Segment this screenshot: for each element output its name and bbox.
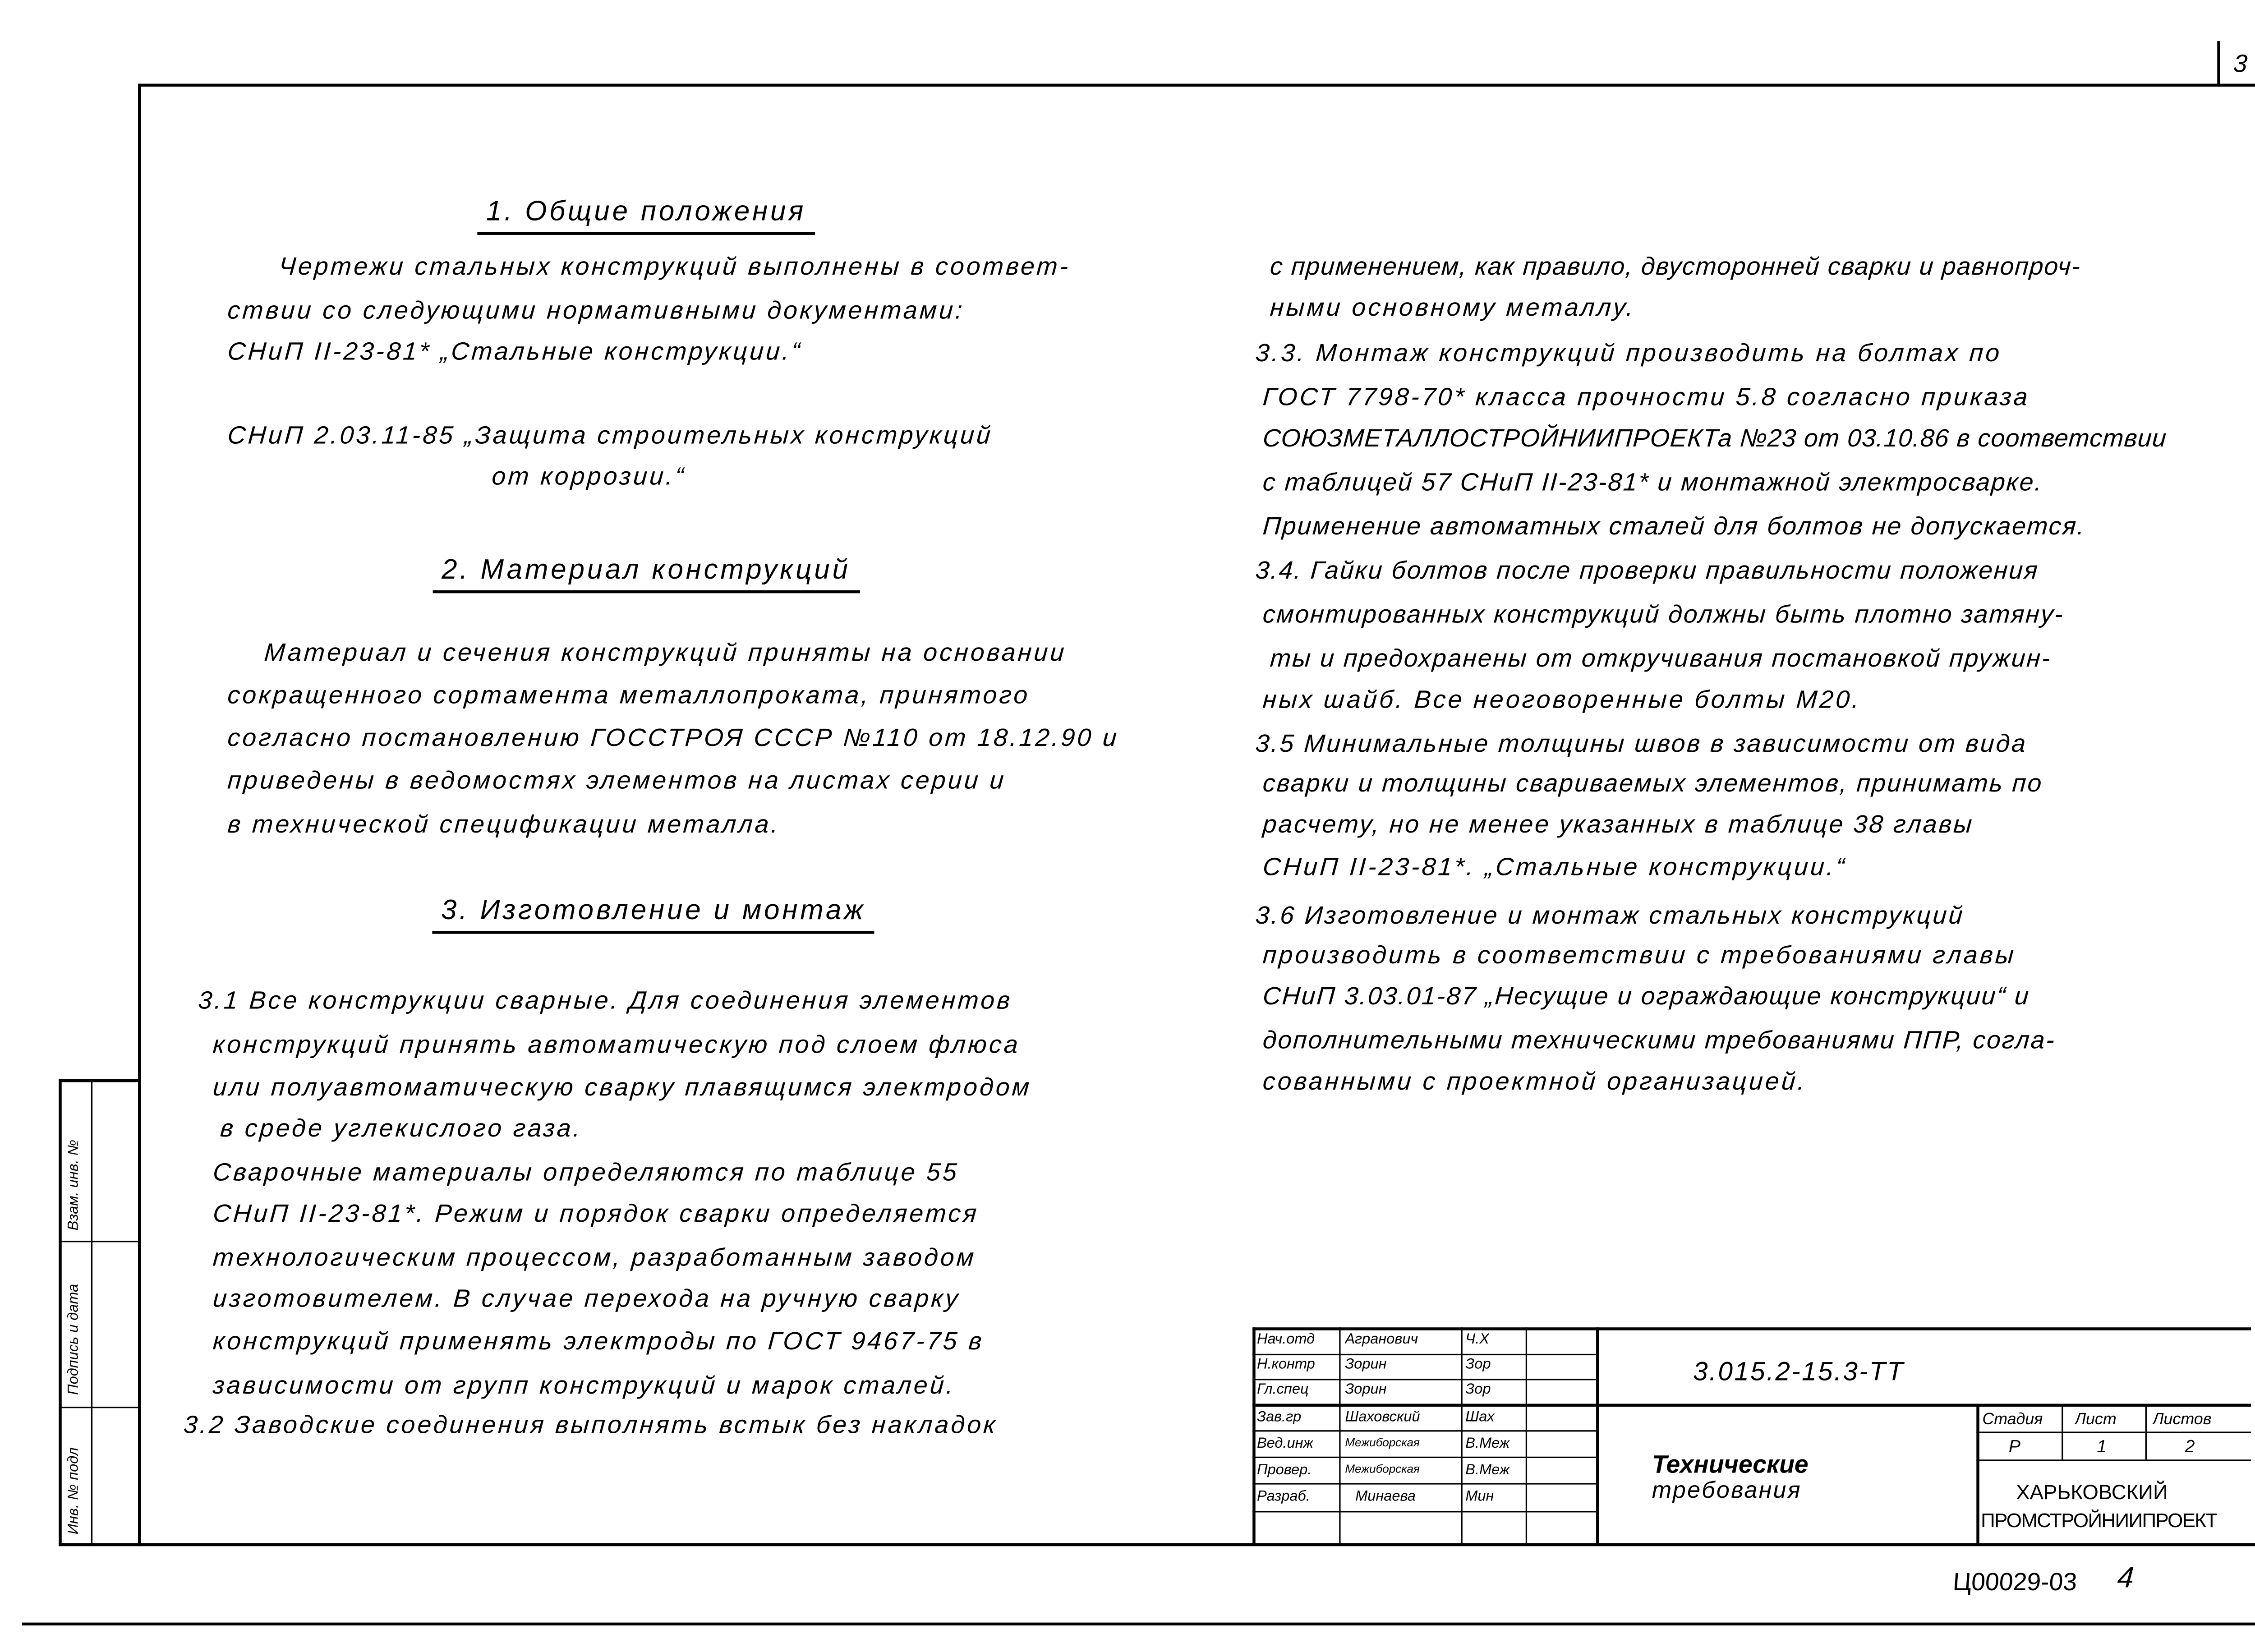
- stamp-border-mid: [91, 1079, 92, 1546]
- text-line: Чертежи стальных конструкций выполнены в соответ-: [278, 252, 1072, 281]
- text-line: согласно постановлению ГОССТРОЯ СССР №110 от 18.12.90 и: [226, 724, 1120, 752]
- signer-name: Агранович: [1345, 1332, 1418, 1348]
- tb-col: [2145, 1404, 2147, 1460]
- text-line: ствии со следующими нормативными документами:: [226, 296, 966, 325]
- text-line: расчету, но не менее указанных в таблице 38 главы: [1261, 810, 1975, 839]
- sheets-value: 2: [2185, 1436, 2195, 1457]
- text-line: конструкций принять автоматическую под слоем флюса: [212, 1031, 1022, 1059]
- text-line: СНиП II-23-81* „Стальные конструкции.“: [226, 337, 803, 366]
- organization-line-1: ХАРЬКОВСКИЙ: [2016, 1480, 2168, 1504]
- signer-role: Гл.спец: [1256, 1381, 1309, 1398]
- text-line: ты и предохранены от откручивания постановкой пружин-: [1269, 644, 2053, 673]
- stage-label: Стадия: [1982, 1411, 2043, 1429]
- tb-row: [1252, 1379, 1597, 1380]
- stamp-inv-podl: Инв. № подл: [66, 1447, 83, 1535]
- sheets-label: Листов: [2153, 1411, 2212, 1429]
- signer-role: Зав.гр: [1256, 1409, 1302, 1426]
- text-line: в среде углекислого газа.: [219, 1114, 584, 1143]
- text-line: изготовителем. В случае перехода на ручную сварку: [212, 1284, 962, 1313]
- text-line: приведены в ведомостях элементов на листах серии и: [226, 766, 1007, 795]
- document-title-1: Технические: [1652, 1450, 1809, 1479]
- text-line: сованными с проектной организацией.: [1261, 1067, 1808, 1095]
- text-line: СНиП II-23-81*. „Стальные конструкции.“: [1261, 853, 1848, 881]
- text-line: 3.3. Монтаж конструкций производить на болтах по: [1254, 339, 2003, 367]
- text-line: производить в соответствии с требованиями главы: [1261, 941, 2017, 969]
- tb-row: [1252, 1483, 1597, 1484]
- signer-name: Межиборская: [1345, 1462, 1420, 1476]
- signer-name: Зорин: [1345, 1357, 1387, 1373]
- text-line: СОЮЗМЕТАЛЛОСТРОЙНИИПРОЕКТа №23 от 03.10.86 в соответствии: [1261, 424, 2168, 452]
- page-number: 3: [2232, 50, 2251, 78]
- tb-row: [1252, 1511, 1597, 1512]
- signer-role: Нач.отд: [1256, 1332, 1315, 1348]
- signer-sign: В.Меж: [1465, 1436, 1510, 1452]
- text-line: или полуавтоматическую сварку плавящимся электродом: [212, 1073, 1033, 1101]
- tb-row: [1976, 1459, 2251, 1461]
- tb-row: [1252, 1354, 1597, 1355]
- text-line: в технической спецификации металла.: [226, 810, 782, 839]
- tb-row: [1252, 1430, 1597, 1431]
- stamp-signature-date: Подпись и дата: [66, 1284, 83, 1395]
- text-line: смонтированных конструкций должны быть плотно затяну-: [1261, 600, 2066, 629]
- text-line: 3.1 Все конструкции сварные. Для соединения элементов: [197, 986, 1013, 1015]
- text-line: с таблицей 57 СНиП II-23-81* и монтажной электросварке.: [1261, 468, 2044, 497]
- signer-role: Разраб.: [1256, 1489, 1310, 1505]
- stamp-divider-2: [59, 1407, 139, 1408]
- drawing-code: 3.015.2-15.3-ТТ: [1693, 1357, 1905, 1386]
- text-line: зависимости от групп конструкций и марок сталей.: [212, 1371, 957, 1399]
- stamp-vzam-inv: Взам. инв. №: [66, 1139, 83, 1231]
- text-line: технологическим процессом, разработанным заводом: [212, 1243, 977, 1272]
- signer-role: Провер.: [1256, 1462, 1312, 1479]
- tb-row: [1252, 1457, 1597, 1458]
- document-title-2: требования: [1652, 1478, 1802, 1504]
- text-line: Сварочные материалы определяются по таблице 55: [212, 1158, 960, 1187]
- text-line: ГОСТ 7798-70* класса прочности 5.8 согласно приказа: [1261, 383, 2031, 411]
- tb-row: [1976, 1431, 2251, 1433]
- text-line: 3.5 Минимальные толщины швов в зависимости от вида: [1254, 730, 2029, 758]
- sheet-value: 1: [2097, 1436, 2107, 1457]
- tb-col: [2062, 1404, 2063, 1460]
- signer-sign: Мин: [1465, 1489, 1494, 1505]
- text-line: ных шайб. Все неоговоренные болты М20.: [1261, 686, 1863, 714]
- archive-sheet: 4: [2116, 1562, 2137, 1595]
- stage-value: Р: [2008, 1436, 2021, 1457]
- title-block: [1252, 1327, 2251, 1545]
- text-line: конструкций применять электроды по ГОСТ 9467-75 в: [212, 1327, 985, 1356]
- tb-vert-right: [1976, 1404, 1979, 1545]
- text-line: от коррозии.“: [491, 462, 687, 491]
- text-line: 3.2 Заводские соединения выполнять встык без накладок: [182, 1411, 999, 1439]
- tb-top: [1252, 1327, 2251, 1330]
- signer-sign: Ч.Х: [1465, 1332, 1489, 1348]
- text-line: Применение автоматных сталей для болтов не допускается.: [1261, 512, 2087, 541]
- sheet-label: Лист: [2075, 1411, 2117, 1429]
- stamp-border-top: [59, 1079, 139, 1082]
- text-line: СНиП II-23-81*. Режим и порядок сварки определяется: [212, 1199, 980, 1228]
- text-line: ными основному металлу.: [1269, 294, 1637, 322]
- signer-sign: В.Меж: [1465, 1462, 1510, 1479]
- text-line: 3.6 Изготовление и монтаж стальных конструкций: [1254, 902, 1965, 930]
- stamp-divider-1: [59, 1241, 139, 1242]
- text-line: с применением, как правило, двусторонней сварки и равнопроч-: [1269, 252, 2082, 281]
- page-box-left: [2217, 41, 2220, 85]
- section3-heading: 3. Изготовление и монтаж: [432, 896, 874, 934]
- signer-name: Межиборская: [1345, 1436, 1420, 1450]
- section2-heading: 2. Материал конструкций: [433, 555, 860, 594]
- text-line: сокращенного сортамента металлопроката, принятого: [226, 681, 1031, 709]
- sheet-bottom-line: [22, 1623, 2255, 1626]
- text-line: СНиП 2.03.11-85 „Защита строительных конструкций: [226, 421, 994, 450]
- section1-heading: 1. Общие положения: [477, 197, 815, 235]
- signer-name: Шаховский: [1345, 1409, 1420, 1426]
- signer-sign: Зор: [1465, 1381, 1491, 1398]
- archive-number: Ц00029-03: [1952, 1568, 2078, 1597]
- tb-row: [1252, 1404, 2251, 1407]
- text-line: СНиП 3.03.01-87 „Несущие и ограждающие конструкции“ и: [1261, 982, 2031, 1010]
- text-line: 3.4. Гайки болтов после проверки правильности положения: [1254, 556, 2040, 584]
- signer-sign: Зор: [1465, 1357, 1491, 1373]
- signer-role: Вед.инж: [1256, 1436, 1313, 1452]
- text-line: дополнительными техническими требованиями ППР, согла-: [1261, 1026, 2057, 1054]
- signer-name: Зорин: [1345, 1381, 1387, 1398]
- frame-left: [138, 84, 141, 1546]
- organization-line-2: ПРОМСТРОЙНИИПРОЕКТ: [1981, 1509, 2217, 1532]
- text-line: сварки и толщины свариваемых элементов, принимать по: [1261, 769, 2044, 797]
- signer-sign: Шах: [1465, 1409, 1495, 1426]
- signer-role: Н.контр: [1256, 1357, 1315, 1373]
- signer-name: Минаева: [1355, 1489, 1416, 1505]
- frame-top: [139, 84, 2255, 87]
- stamp-border-left: [59, 1079, 62, 1546]
- text-line: Материал и сечения конструкций приняты на основании: [263, 639, 1068, 667]
